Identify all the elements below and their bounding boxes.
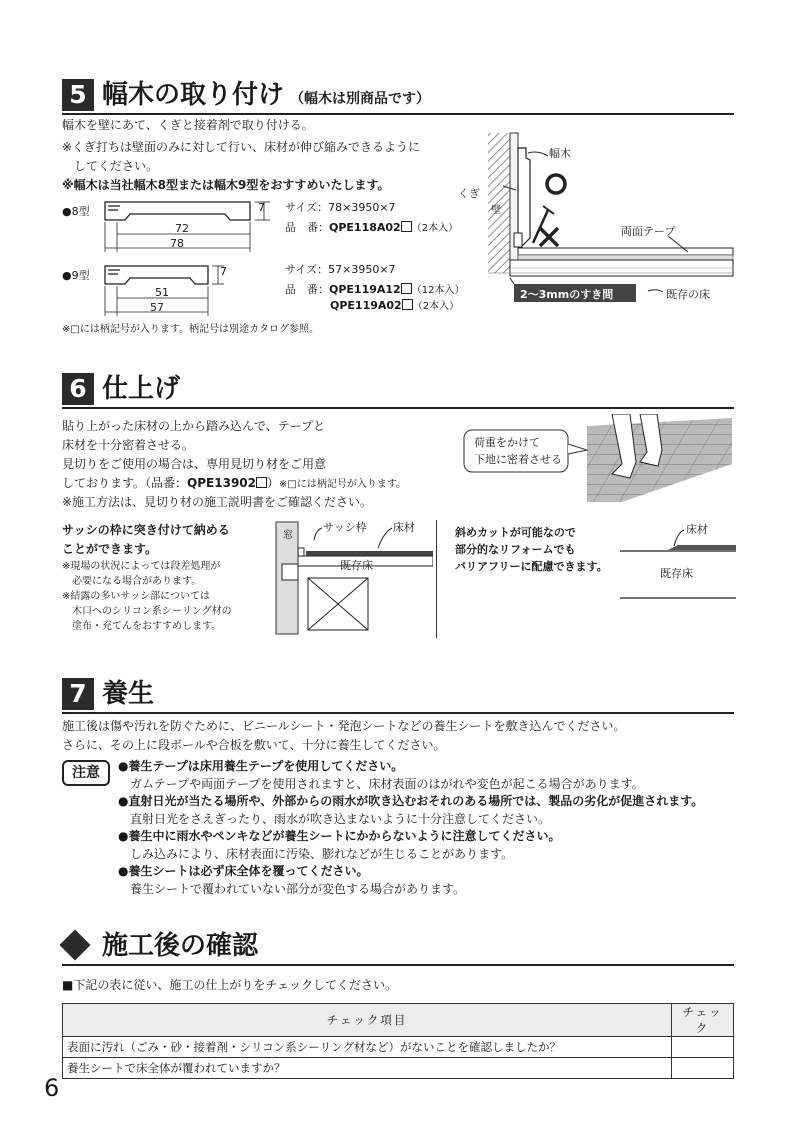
sec5-intro: 幅木を壁にあて、くぎと接着剤で取り付ける。	[62, 118, 314, 132]
type9-spec	[285, 262, 464, 314]
size-label: サイズ：	[285, 263, 329, 276]
caution-item-head: ●養生テープは床用養生テープを使用してください。	[118, 759, 404, 773]
diagram-floor: 既存の床	[666, 288, 710, 301]
sash-note3: ※結露の多いサッシ部については	[62, 591, 210, 602]
caution-item-head: ●養生中に雨水やペンキなどが養生シートにかからないように注意してください。	[118, 829, 561, 843]
section-title: 仕上げ	[102, 374, 181, 404]
section-title	[102, 78, 430, 116]
code-label: 品 番：	[285, 283, 329, 296]
pattern-box-icon	[402, 299, 413, 310]
section-title-text: 幅木の取り付け	[102, 80, 285, 110]
correct-circle-icon	[547, 175, 565, 193]
check-table	[62, 1003, 734, 1079]
sash-line1: サッシの枠に突き付けて納める	[62, 523, 230, 537]
section-5-header	[62, 79, 734, 115]
wall-hatch	[488, 133, 510, 273]
cut-text	[455, 524, 608, 575]
table-header-row	[63, 1004, 734, 1037]
type9-code1: QPE119A12	[329, 283, 401, 296]
sash-note2: 必要になる場合があります。	[72, 576, 202, 587]
check-lead: ■下記の表に従い、施工の仕上がりをチェックしてください。	[62, 978, 397, 992]
type9-qty1: （12本入）	[411, 285, 465, 296]
type8-size: 78×3950×7	[328, 201, 396, 214]
sash-lbl-mado: 窓	[283, 530, 293, 541]
diamond-icon	[59, 929, 90, 960]
sash-lbl-kizon: 既存床	[340, 559, 373, 572]
section-number: 5	[62, 79, 94, 111]
sash-line2: ことができます。	[62, 542, 158, 556]
size-label: サイズ：	[285, 201, 329, 214]
cut-line2: 部分的なリフォームでも	[455, 543, 576, 556]
caution-list	[118, 758, 703, 898]
diagram-habaki: 幅木	[549, 147, 571, 160]
baseboard-install-diagram	[478, 128, 738, 313]
sec5-note1a: ※くぎ打ちは壁面のみに対して行い、床材が伸び縮みできるように	[62, 140, 421, 154]
section-6-header	[62, 373, 734, 409]
sec5-footnote: ※□には柄記号が入ります。柄記号は別途カタログ参照。	[62, 324, 320, 335]
check-item-text: 表面に汚れ（ごみ・砂・接着剤・シリコン系シーリング材など）がないことを確認しましたか？	[63, 1037, 672, 1058]
caution-badge: 注意	[62, 760, 110, 786]
section-title: 養生	[102, 679, 155, 709]
type9-size: 57×3950×7	[328, 263, 396, 276]
section-subtitle: （幅木は別商品です）	[290, 91, 431, 107]
table-row	[63, 1058, 734, 1079]
sash-note5: 塗布・充てんをおすすめします。	[72, 621, 222, 632]
bubble-line2: 下地に密着させる	[474, 453, 562, 466]
sec6-p5: ※施工方法は、見切り材の施工説明書をご確認ください。	[62, 495, 373, 509]
section-title: 施工後の確認	[102, 931, 259, 961]
col-check: チェック	[672, 1004, 734, 1037]
diagram-kugi: くぎ	[458, 187, 480, 200]
type9-profile-diagram	[100, 260, 240, 322]
caution-item-head: ●養生シートは必ず床全体を覆ってください。	[118, 864, 369, 878]
sec6-p1: 貼り上がった床材の上から踏み込んで、テープと	[62, 419, 326, 433]
sec6-p4b: ）	[267, 476, 280, 490]
type8-dim-h: 7	[258, 201, 265, 214]
caution-item-body: ガムテープや両面テープを使用されますと、床材表面のはがれや変色が起こる場合があります。	[130, 776, 644, 791]
sec6-p3: 見切りをご使用の場合は、専用見切り材をご用意	[62, 457, 327, 471]
type8-label: ●8型	[62, 205, 90, 218]
type9-code2: QPE119A02	[330, 299, 402, 312]
sec5-note1b: してください。	[74, 159, 159, 173]
cut-lbl-kizon: 既存床	[660, 567, 693, 580]
code-label: 品 番：	[285, 221, 329, 234]
diagram-tape: 両面テープ	[621, 225, 676, 238]
type9-qty2: （2本入）	[412, 301, 460, 312]
sec6-p4a: しております。（品番：	[62, 476, 188, 490]
sec6-p4-note: ※□には柄記号が入ります。	[279, 479, 407, 490]
section-7-header	[62, 678, 734, 714]
sec7-p2: さらに、その上に段ボールや合板を敷いて、十分に養生してください。	[62, 738, 446, 752]
sec7-p1: 施工後は傷や汚れを防ぐために、ビニールシート・発泡シートなどの養生シートを敷き込んでください。	[62, 719, 626, 733]
type8-dim-inner: 72	[175, 222, 189, 235]
sec7-text	[62, 717, 625, 755]
sec6-text	[62, 417, 406, 512]
type8-code: QPE118A02	[329, 221, 401, 234]
caution-item-body: しみ込みにより、床材表面に汚染、膨れなどが生じることがあります。	[130, 846, 514, 861]
diagram-kabe: 壁	[491, 205, 501, 216]
sash-note1: ※現場の状況によっては段差処理が	[62, 561, 221, 572]
caution-item-head: ●直射日光が当たる場所や、外部からの雨水が吹き込むおそれのある場所では、製品の劣化が促進されます。	[118, 794, 704, 808]
caution-item-body: 養生シートで覆われていない部分が変色する場合があります。	[130, 881, 466, 896]
type9-dim-h: 7	[220, 265, 227, 278]
sec6-p2: 床材を十分密着させる。	[62, 438, 195, 452]
sec5-note2: ※幅木は当社幅木8型または幅木9型をおすすめいたします。	[62, 178, 390, 192]
check-cell[interactable]	[672, 1058, 734, 1079]
diagram-gap: 2～3mmのすき間	[520, 288, 614, 301]
col-check-item: チェック項目	[63, 1004, 672, 1037]
cut-lbl-yuka: 床材	[686, 523, 708, 536]
section-number: 6	[62, 373, 94, 405]
sash-note4: 木口へのシリコン系シーリング材の	[72, 606, 232, 617]
type8-spec	[285, 200, 458, 236]
sash-text	[62, 521, 232, 634]
check-cell[interactable]	[672, 1037, 734, 1058]
vertical-divider	[436, 520, 437, 638]
sash-lbl-sash: サッシ枠	[323, 521, 367, 534]
table-row	[63, 1037, 734, 1058]
wrong-cross-icon	[540, 228, 558, 246]
pattern-box-icon	[401, 221, 412, 232]
caution-item-body: 直射日光をさえぎったり、雨水が吹き込まないように十分注意してください。	[130, 811, 551, 826]
pattern-box-icon	[401, 283, 412, 294]
diagonal-cut-diagram	[618, 520, 738, 605]
sash-lbl-yuka: 床材	[393, 521, 415, 534]
type8-profile-diagram	[100, 196, 280, 258]
cut-line1: 斜めカットが可能なので	[455, 526, 576, 539]
pattern-box-icon	[256, 477, 267, 488]
type9-label: ●9型	[62, 269, 90, 282]
page-number: 6	[44, 1074, 60, 1102]
cut-line3: バリアフリーに配慮できます。	[455, 560, 608, 573]
type9-dim-inner: 51	[155, 286, 169, 299]
bubble-line1: 荷重をかけて	[474, 436, 540, 449]
section-number: 7	[62, 678, 94, 710]
sec6-p4-code: QPE13902	[187, 476, 256, 490]
type8-dim-outer: 78	[170, 237, 184, 250]
type9-dim-outer: 57	[150, 301, 164, 314]
check-section-header	[62, 930, 734, 966]
type8-qty: （2本入）	[411, 223, 459, 234]
sec5-text	[62, 116, 420, 195]
check-item-text: 養生シートで床全体が覆われていますか？	[63, 1058, 672, 1079]
